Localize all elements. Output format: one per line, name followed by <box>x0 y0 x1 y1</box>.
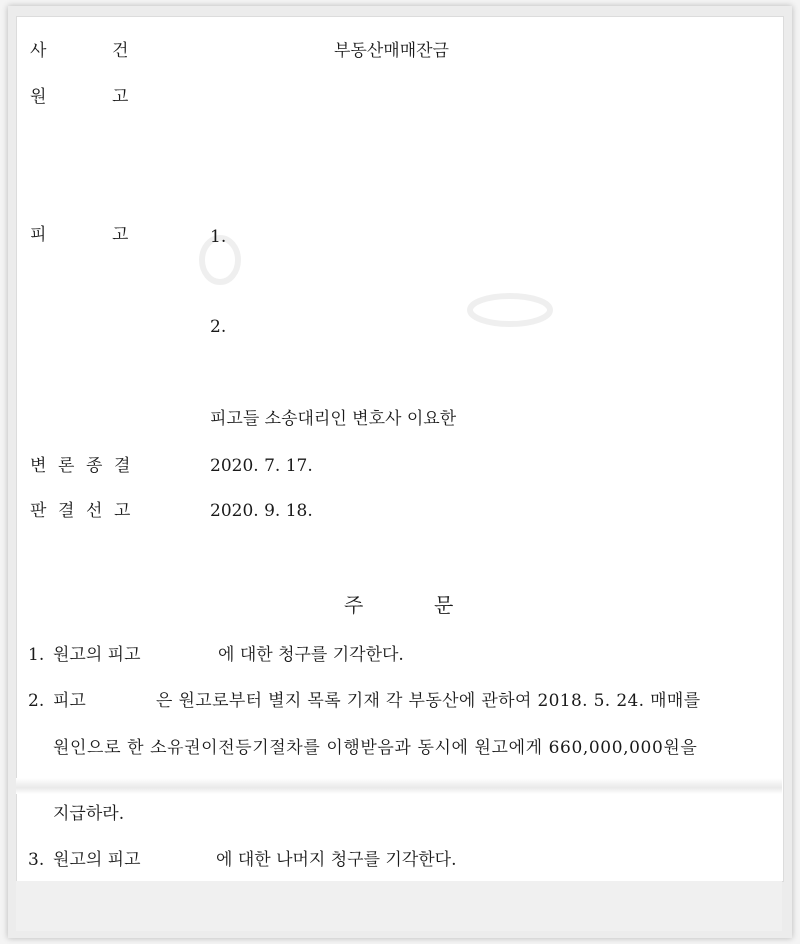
defendant-label-char-1: 피 <box>30 225 47 245</box>
disposition-item-1-number: 1. <box>28 645 45 665</box>
defendants-counsel: 피고들 소송대리인 변호사 이요한 <box>210 409 457 429</box>
page-break-shadow <box>16 778 782 794</box>
disposition-item-2-line-2: 원인으로 한 소유권이전등기절차를 이행받음과 동시에 원고에게 660,000,000원을 <box>53 738 698 758</box>
judgment-date-label-1: 판 <box>30 501 47 521</box>
disposition-item-3-number: 3. <box>28 850 45 870</box>
defendant-item-2: 2. <box>210 317 227 337</box>
plaintiff-label-char-1: 원 <box>30 87 47 107</box>
disposition-item-2-number: 2. <box>28 691 45 711</box>
disposition-heading-char-1: 주 <box>344 593 364 617</box>
faint-watermark <box>180 220 600 340</box>
judgment-date-label-3: 선 <box>86 501 103 521</box>
judgment-date-label-4: 고 <box>114 501 131 521</box>
closing-argument-label-2: 론 <box>58 456 75 476</box>
case-name: 부동산매매잔금 <box>334 41 449 61</box>
disposition-item-1-text-a: 원고의 피고 <box>53 645 141 665</box>
disposition-item-2-text-a: 피고 <box>53 691 86 711</box>
judgment-date-label-2: 결 <box>58 501 75 521</box>
closing-argument-label-4: 결 <box>114 456 131 476</box>
disposition-item-2-line-3: 지급하라. <box>53 804 125 824</box>
closing-argument-label-3: 종 <box>86 456 103 476</box>
disposition-item-3-text-b: 에 대한 나머지 청구를 기각한다. <box>216 850 457 870</box>
judgment-date: 2020. 9. 18. <box>210 501 313 521</box>
disposition-item-1-text-b: 에 대한 청구를 기각한다. <box>218 645 404 665</box>
case-label-char-2: 건 <box>112 41 129 61</box>
disposition-heading-char-2: 문 <box>434 593 454 617</box>
closing-argument-date: 2020. 7. 17. <box>210 456 313 476</box>
page-bottom-margin <box>16 881 782 931</box>
disposition-item-2-text-b: 은 원고로부터 별지 목록 기재 각 부동산에 관하여 2018. 5. 24. 매매를 <box>156 691 701 711</box>
disposition-item-3-text-a: 원고의 피고 <box>53 850 141 870</box>
defendant-item-1: 1. <box>210 227 227 247</box>
closing-argument-label-1: 변 <box>30 456 47 476</box>
plaintiff-label-char-2: 고 <box>112 87 129 107</box>
defendant-label-char-2: 고 <box>112 225 129 245</box>
case-label-char-1: 사 <box>30 41 47 61</box>
